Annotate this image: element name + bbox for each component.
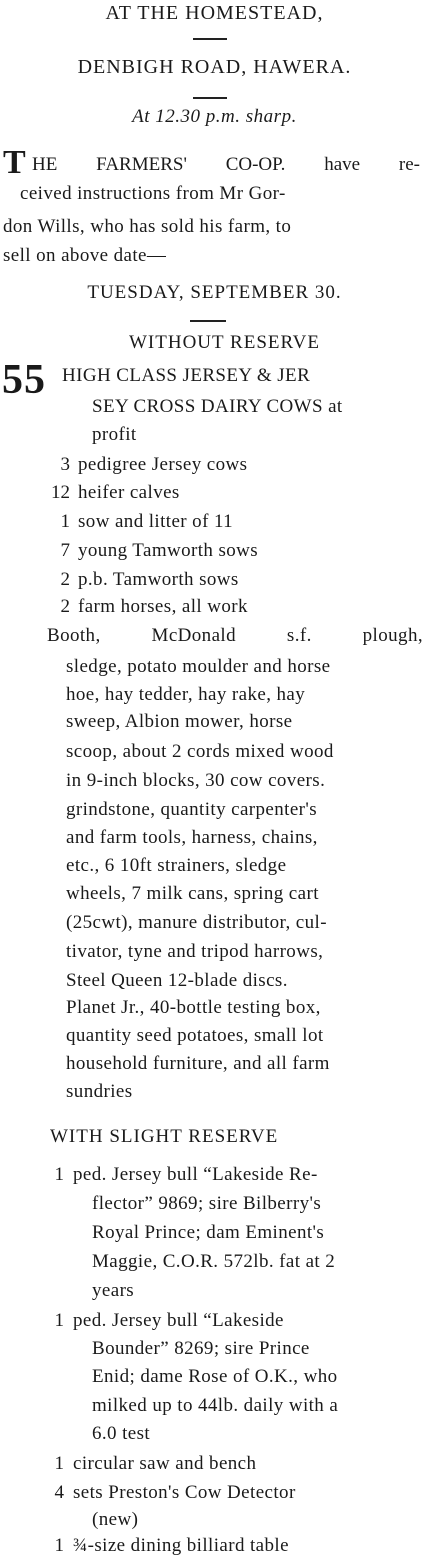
lead-quantity: 55: [2, 357, 46, 403]
divider: [190, 320, 226, 322]
item-text: years: [92, 1280, 135, 1301]
sundries-line: in 9-inch blocks, 30 cow covers.: [66, 770, 326, 791]
sundries-line: household furniture, and all farm: [66, 1053, 330, 1074]
item-text: Maggie, C.O.R. 572lb. fat at 2: [92, 1251, 336, 1272]
sundries-line: tivator, tyne and tripod harrows,: [66, 941, 324, 962]
item-text: heifer calves: [78, 482, 180, 503]
intro-line: don Wills, who has sold his farm, to: [3, 216, 292, 237]
drop-cap: T: [3, 144, 26, 181]
item-qty: 4: [54, 1482, 64, 1503]
sundries-line: Steel Queen 12-blade discs.: [66, 970, 288, 991]
item-qty: 12: [51, 482, 70, 503]
item-text: sow and litter of 11: [78, 511, 234, 532]
sundries-line: wheels, 7 milk cans, spring cart: [66, 883, 319, 904]
item-qty: 1: [54, 1310, 64, 1331]
item-text: Royal Prince; dam Eminent's: [92, 1222, 325, 1243]
lead-line: profit: [92, 424, 137, 445]
location-line1: AT THE HOMESTEAD,: [105, 2, 324, 24]
divider: [193, 38, 227, 40]
item-text: ped. Jersey bull “Lakeside Re-: [73, 1164, 318, 1185]
sale-date: TUESDAY, SEPTEMBER 30.: [87, 282, 342, 303]
item-text: p.b. Tamworth sows: [78, 569, 239, 590]
item-text: milked up to 44lb. daily with a: [92, 1395, 339, 1416]
lead-line: HIGH CLASS JERSEY & JER: [62, 365, 311, 386]
item-qty: 1: [54, 1164, 64, 1185]
without-reserve-heading: WITHOUT RESERVE: [129, 332, 320, 353]
item-text: pedigree Jersey cows: [78, 454, 248, 475]
item-text: ¾-size dining billiard table: [73, 1535, 289, 1556]
item-qty: 1: [54, 1453, 64, 1474]
sundries-line: sledge, potato moulder and horse: [66, 656, 331, 677]
location-line2: DENBIGH ROAD, HAWERA.: [77, 56, 352, 78]
item-text: flector” 9869; sire Bilberry's: [92, 1193, 322, 1214]
sundries-line: sweep, Albion mower, horse: [66, 711, 293, 732]
item-text: Enid; dame Rose of O.K., who: [92, 1366, 338, 1387]
item-qty: 3: [60, 454, 70, 475]
sundries-line: (25cwt), manure distributor, cul-: [66, 912, 327, 933]
intro-line: ceived instructions from Mr Gor-: [20, 183, 286, 204]
item-text: 6.0 test: [92, 1423, 151, 1444]
item-qty: 1: [54, 1535, 64, 1556]
item-qty: 1: [60, 511, 70, 532]
item-qty: 2: [60, 569, 70, 590]
sundries-line: and farm tools, harness, chains,: [66, 827, 318, 848]
item-text: (new): [92, 1509, 139, 1530]
sundries-line: Booth, McDonald s.f. plough,: [47, 625, 423, 646]
item-text: sets Preston's Cow Detector: [73, 1482, 296, 1503]
sale-time: At 12.30 p.m. sharp.: [132, 106, 297, 127]
sundries-line: grindstone, quantity carpenter's: [66, 799, 318, 820]
sundries-line: etc., 6 10ft strainers, sledge: [66, 855, 287, 876]
slight-reserve-heading: WITH SLIGHT RESERVE: [50, 1126, 279, 1147]
sundries-line: quantity seed potatoes, small lot: [66, 1025, 324, 1046]
item-text: circular saw and bench: [73, 1453, 257, 1474]
sundries-line: hoe, hay tedder, hay rake, hay: [66, 684, 306, 705]
item-qty: 2: [60, 596, 70, 617]
item-text: ped. Jersey bull “Lakeside: [73, 1310, 284, 1331]
item-text: young Tamworth sows: [78, 540, 259, 561]
intro-line: HE FARMERS' CO-OP. have re-: [32, 154, 420, 175]
item-text: farm horses, all work: [78, 596, 248, 617]
sundries-line: Planet Jr., 40-bottle testing box,: [66, 997, 321, 1018]
item-text: Bounder” 8269; sire Prince: [92, 1338, 310, 1359]
sundries-line: scoop, about 2 cords mixed wood: [66, 741, 334, 762]
item-qty: 7: [60, 540, 70, 561]
intro-line: sell on above date—: [3, 245, 167, 266]
lead-line: SEY CROSS DAIRY COWS at: [92, 396, 343, 417]
sundries-line: sundries: [66, 1081, 133, 1102]
divider: [193, 97, 227, 99]
